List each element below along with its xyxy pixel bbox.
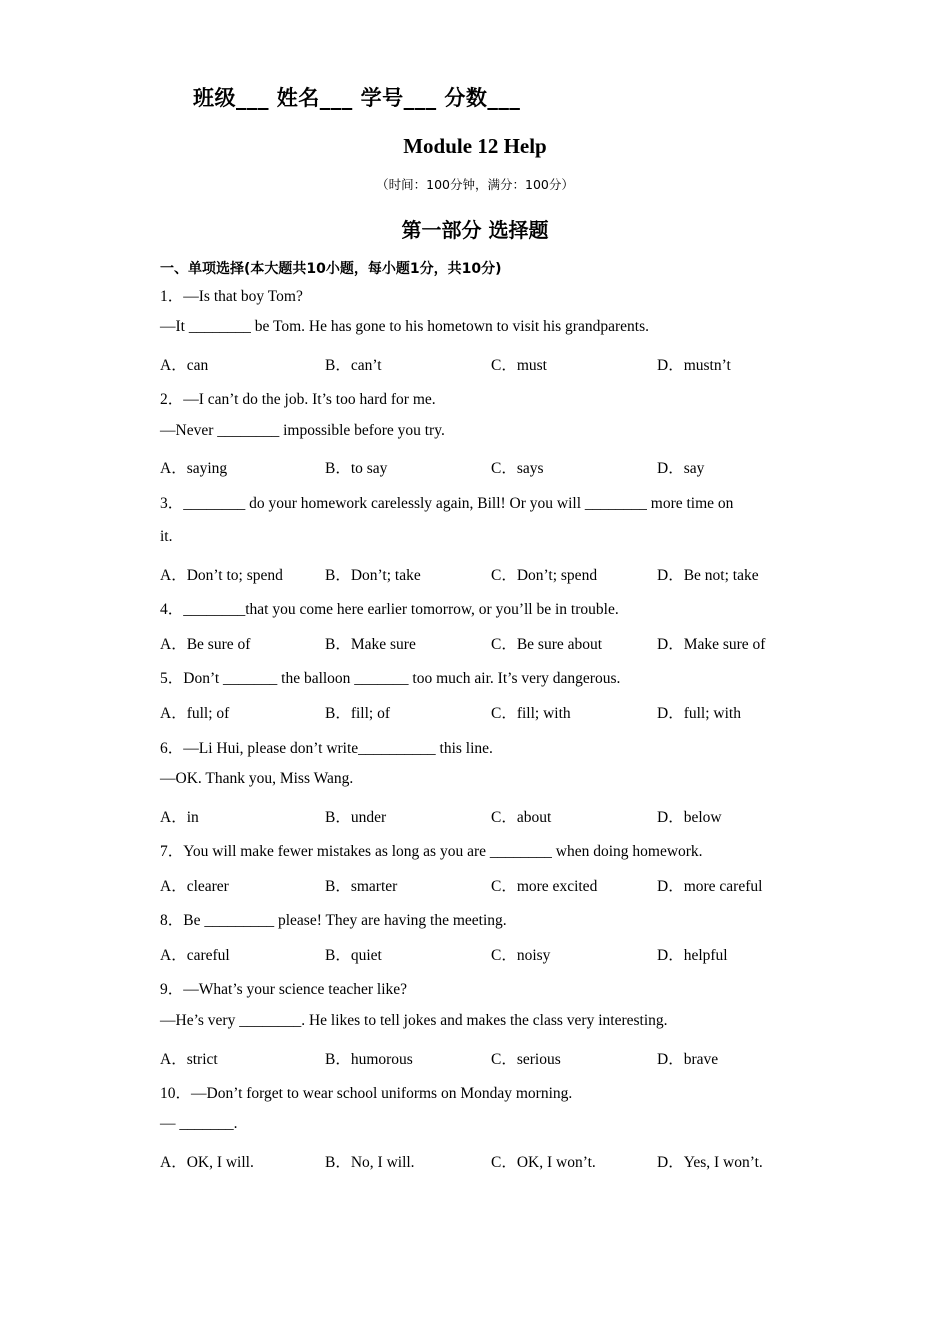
question-10-option-a: A．OK, I will. (160, 1154, 254, 1171)
part-heading: 第一部分 选择题 (401, 218, 549, 242)
question-9-option-d: D．brave (657, 1051, 719, 1068)
question-4-option-a: A．Be sure of (160, 636, 251, 653)
question-4-stem: 4．________that you come here earlier tomorrow, or you’ll be in trouble. (160, 601, 619, 618)
question-5-option-c: C．fill; with (491, 705, 571, 722)
question-6-option-a: A．in (160, 809, 199, 826)
question-7-option-b: B．smarter (325, 878, 398, 895)
question-8-stem: 8．Be _________ please! They are having the meeting. (160, 912, 507, 929)
question-8-option-b: B．quiet (325, 947, 382, 964)
question-8-option-c: C．noisy (491, 947, 551, 964)
question-9-option-b: B．humorous (325, 1051, 413, 1068)
student-info-line: 班级___ 姓名___ 学号___ 分数___ (193, 86, 521, 110)
question-7-option-d: D．more careful (657, 878, 763, 895)
question-10-response: — _______. (160, 1115, 238, 1132)
question-7-stem: 7．You will make fewer mistakes as long as you are ________ when doing homework. (160, 843, 703, 860)
question-10-option-d: D．Yes, I won’t. (657, 1154, 763, 1171)
question-9-option-c: C．serious (491, 1051, 561, 1068)
question-1-option-c: C．must (491, 357, 547, 374)
question-6-option-c: C．about (491, 809, 552, 826)
question-3-stem-cont: it. (160, 528, 173, 545)
question-3-option-b: B．Don’t; take (325, 567, 421, 584)
question-6-response: —OK. Thank you, Miss Wang. (160, 770, 354, 787)
question-3-option-a: A．Don’t to; spend (160, 567, 283, 584)
question-2-response: —Never ________ impossible before you try. (160, 422, 445, 439)
question-1-option-a: A．can (160, 357, 209, 374)
question-1-option-b: B．can’t (325, 357, 382, 374)
question-10-stem: 10．—Don’t forget to wear school uniforms on Monday morning. (160, 1085, 573, 1102)
question-6-option-d: D．below (657, 809, 722, 826)
question-5-option-d: D．full; with (657, 705, 741, 722)
question-1-response: —It ________ be Tom. He has gone to his hometown to visit his grandparents. (160, 318, 649, 335)
question-2-stem: 2．—I can’t do the job. It’s too hard for me. (160, 391, 436, 408)
question-9-response: —He’s very ________. He likes to tell jokes and makes the class very interesting. (160, 1012, 668, 1029)
question-9-option-a: A．strict (160, 1051, 218, 1068)
question-5-option-a: A．full; of (160, 705, 230, 722)
question-6-stem: 6．—Li Hui, please don’t write__________ this line. (160, 740, 493, 757)
question-5-stem: 5．Don’t _______ the balloon _______ too much air. It’s very dangerous. (160, 670, 621, 687)
question-2-option-c: C．says (491, 460, 544, 477)
section-heading: 一、单项选择(本大题共10小题，每小题1分，共10分) (160, 261, 502, 277)
question-2-option-a: A．saying (160, 460, 228, 477)
time-score-note: （时间：100分钟，满分：100分） (376, 177, 574, 192)
question-10-option-c: C．OK, I won’t. (491, 1154, 596, 1171)
question-6-option-b: B．under (325, 809, 387, 826)
question-10-option-b: B．No, I will. (325, 1154, 415, 1171)
question-3-option-d: D．Be not; take (657, 567, 759, 584)
question-4-option-d: D．Make sure of (657, 636, 766, 653)
question-5-option-b: B．fill; of (325, 705, 391, 722)
question-1-stem: 1．—Is that boy Tom? (160, 288, 303, 305)
question-8-option-a: A．careful (160, 947, 230, 964)
question-3-stem: 3．________ do your homework carelessly again, Bill! Or you will ________ more time on (160, 495, 734, 512)
question-7-option-a: A．clearer (160, 878, 229, 895)
question-2-option-b: B．to say (325, 460, 388, 477)
question-4-option-c: C．Be sure about (491, 636, 603, 653)
question-9-stem: 9．—What’s your science teacher like? (160, 981, 408, 998)
question-7-option-c: C．more excited (491, 878, 598, 895)
page-title: Module 12 Help (403, 134, 547, 158)
question-2-option-d: D．say (657, 460, 705, 477)
question-3-option-c: C．Don’t; spend (491, 567, 598, 584)
question-1-option-d: D．mustn’t (657, 357, 731, 374)
question-8-option-d: D．helpful (657, 947, 728, 964)
question-4-option-b: B．Make sure (325, 636, 416, 653)
